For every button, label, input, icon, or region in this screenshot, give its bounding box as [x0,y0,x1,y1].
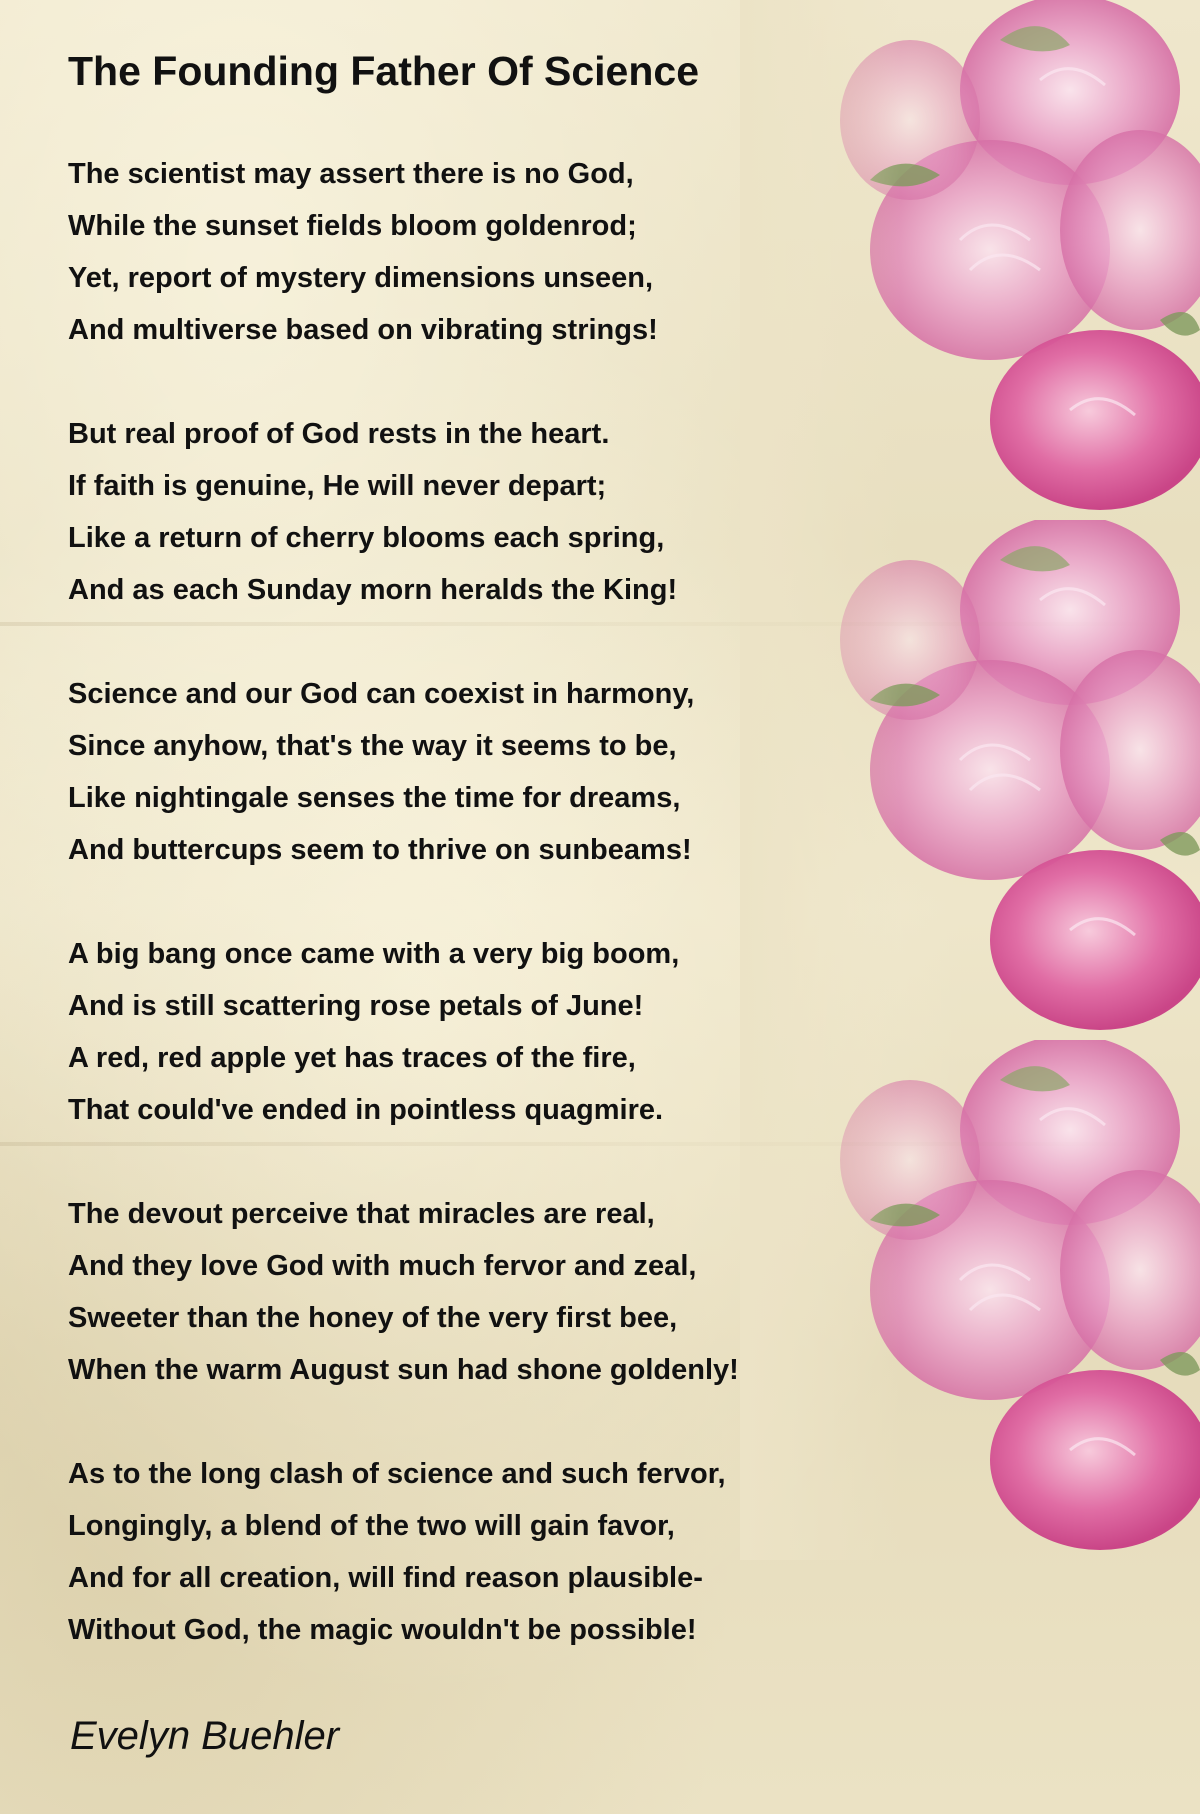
poem-author: Evelyn Buehler [70,1714,340,1758]
poem-line: That could've ended in pointless quagmire. [68,1094,664,1126]
poem-line: Like nightingale senses the time for dreams, [68,782,681,814]
poem-line: And multiverse based on vibrating strings! [68,314,658,346]
poem-line: Yet, report of mystery dimensions unseen, [68,262,653,294]
poem-line: A red, red apple yet has traces of the fire, [68,1042,636,1074]
poem-line: Sweeter than the honey of the very first bee, [68,1302,678,1334]
poem-line: The scientist may assert there is no God, [68,158,634,190]
poem-line: And is still scattering rose petals of June! [68,990,644,1022]
stanza-6 [68,1448,848,1656]
poem-body [68,148,848,1708]
poem-line: And for all creation, will find reason plausible- [68,1562,703,1594]
poem-line: As to the long clash of science and such fervor, [68,1458,726,1490]
poem-line: When the warm August sun had shone goldenly! [68,1354,739,1386]
poem-line: Like a return of cherry blooms each spring, [68,522,665,554]
poem-line: Longingly, a blend of the two will gain favor, [68,1510,675,1542]
poem-line: If faith is genuine, He will never depart; [68,470,607,502]
poem-line: And buttercups seem to thrive on sunbeams! [68,834,692,866]
poem-title: The Founding Father Of Science [68,48,699,94]
stanza-3 [68,668,848,876]
stanza-2 [68,408,848,616]
poem-line: And they love God with much fervor and zeal, [68,1250,697,1282]
poem-line: But real proof of God rests in the heart. [68,418,610,450]
poem-line: Without God, the magic wouldn't be possible! [68,1614,697,1646]
stanza-1 [68,148,848,356]
poem-line: Since anyhow, that's the way it seems to be, [68,730,677,762]
poem-line: The devout perceive that miracles are real, [68,1198,655,1230]
poem-line: A big bang once came with a very big boom, [68,938,680,970]
poem-line: And as each Sunday morn heralds the King! [68,574,678,606]
poem-line: Science and our God can coexist in harmony, [68,678,695,710]
stanza-4 [68,928,848,1136]
poem-line: While the sunset fields bloom goldenrod; [68,210,637,242]
stanza-5 [68,1188,848,1396]
